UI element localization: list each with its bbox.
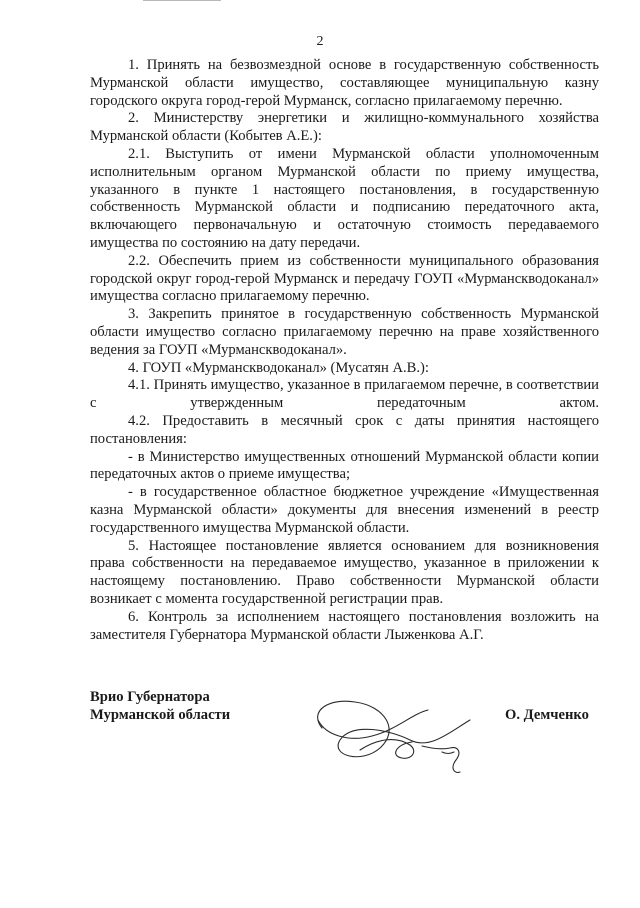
handwritten-signature <box>300 690 490 780</box>
list-item-treasury: - в государственное областное бюджетное учреждение «Имущественная казна Мурманской области» документы для внесения изменений в реестр государственного имущества Мурманской области. <box>90 484 599 536</box>
paragraph-2: 2. Министерству энергетики и жилищно-коммунального хозяйства Мурманской области (Кобытев А.Е.): <box>90 110 599 145</box>
paragraph-4: 4. ГОУП «Мурманскводоканал» (Мусатян А.В.): <box>128 359 429 376</box>
page-number: 2 <box>316 34 324 49</box>
paragraph-3: 3. Закрепить принятое в государственную собственность Мурманской области имущество согласно прилагаемому перечню на праве хозяйственного ведения за ГОУП «Мурманскводоканал». <box>90 306 599 358</box>
signatory-title-line-2: Мурманской области <box>90 707 231 723</box>
paragraph-4-1: 4.1. Принять имущество, указанное в прилагаемом перечне, в соответствии с утвержденным передаточным актом. <box>90 377 599 412</box>
paragraph-2-1: 2.1. Выступить от имени Мурманской области уполномоченным исполнительным органом Мурманской области по приему имущества, указанного в пункте 1 настоящего постановления, в государственную собственность Мурманской области и подписанию передаточного акта, включающего первоначальную и остаточную стоимость передаваемого имущества по состоянию на дату передачи. <box>90 145 599 251</box>
document-body <box>90 57 599 644</box>
signatory-title-line-1: Врио Губернатора <box>90 689 210 705</box>
signatory-name: О. Демченко <box>505 707 589 723</box>
paragraph-5: 5. Настоящее постановление является основанием для возникновения права собственности на передаваемое имущество, указанное в приложении к настоящему постановлению. Право собственности Мурманской области возникает с момента государственной регистрации прав. <box>90 537 599 607</box>
paragraph-6: 6. Контроль за исполнением настоящего постановления возложить на заместителя Губернатора Мурманской области Лыженкова А.Г. <box>90 608 599 643</box>
top-edge-mark <box>143 0 221 4</box>
paragraph-1: 1. Принять на безвозмездной основе в государственную собственность Мурманской области имущество, составляющее муниципальную казну городского округа город-герой Мурманск, согласно прилагаемому перечню. <box>90 57 599 109</box>
list-item-ministry: - в Министерство имущественных отношений Мурманской области копии передаточных актов о приеме имущества; <box>90 448 599 483</box>
signatory-title <box>90 688 230 724</box>
paragraph-2-2: 2.2. Обеспечить прием из собственности муниципального образования городской округ город-герой Мурманск и передачу ГОУП «Мурманскводоканал» имущества согласно прилагаемому перечню. <box>90 252 599 305</box>
paragraph-4-2: 4.2. Предоставить в месячный срок с даты принятия настоящего постановления: <box>90 412 599 447</box>
